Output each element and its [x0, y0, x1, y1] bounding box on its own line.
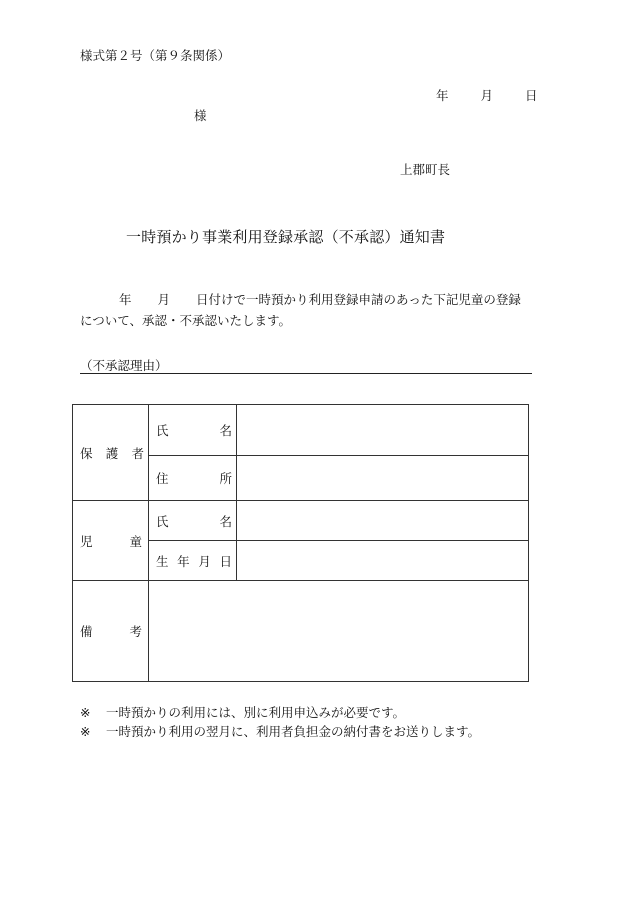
table-row — [73, 501, 529, 541]
guardian-name-field[interactable] — [237, 405, 529, 456]
child-name-field[interactable] — [237, 501, 529, 541]
body-year-label: 年 — [119, 292, 132, 307]
remarks-label: 備 考 — [73, 581, 149, 682]
form-number: 様式第２号（第９条関係） — [80, 48, 231, 63]
note-item — [80, 722, 480, 740]
note-mark: ※ — [80, 705, 91, 720]
table-row — [73, 581, 529, 682]
guardian-address-field[interactable] — [237, 456, 529, 501]
reason-label: （不承認理由） — [80, 358, 168, 373]
child-birthdate-label: 生 年 月 日 — [149, 541, 237, 581]
table-row — [73, 405, 529, 456]
remarks-field[interactable] — [149, 581, 529, 682]
date-month-label: 月 — [480, 88, 494, 103]
info-table — [72, 404, 529, 682]
body-month-label: 月 — [157, 292, 171, 307]
date-day-label: 日 — [525, 88, 538, 103]
guardian-name-label: 氏 名 — [149, 405, 237, 456]
body-line-1 — [119, 290, 521, 308]
child-name-label: 氏 名 — [149, 501, 237, 541]
date-year-label: 年 — [436, 88, 449, 103]
note-item — [80, 703, 405, 721]
sender: 上郡町長 — [400, 162, 451, 177]
document-title: 一時預かり事業利用登録承認（不承認）通知書 — [126, 228, 446, 246]
body-line-1-text: 日付けで一時預かり利用登録申請のあった下記児童の登録 — [196, 292, 521, 307]
body-line-2: について、承認・不承認いたします。 — [80, 313, 292, 328]
note-text: 一時預かり利用の翌月に、利用者負担金の納付書をお送りします。 — [106, 724, 481, 739]
reason-line — [80, 356, 532, 374]
note-text: 一時預かりの利用には、別に利用申込みが必要です。 — [106, 705, 406, 720]
date-line — [436, 86, 538, 104]
guardian-address-label: 住 所 — [149, 456, 237, 501]
child-birthdate-field[interactable] — [237, 541, 529, 581]
guardian-label: 保 護 者 — [73, 405, 149, 501]
addressee-suffix: 様 — [194, 108, 207, 123]
child-label: 児 童 — [73, 501, 149, 581]
note-mark: ※ — [80, 724, 91, 739]
